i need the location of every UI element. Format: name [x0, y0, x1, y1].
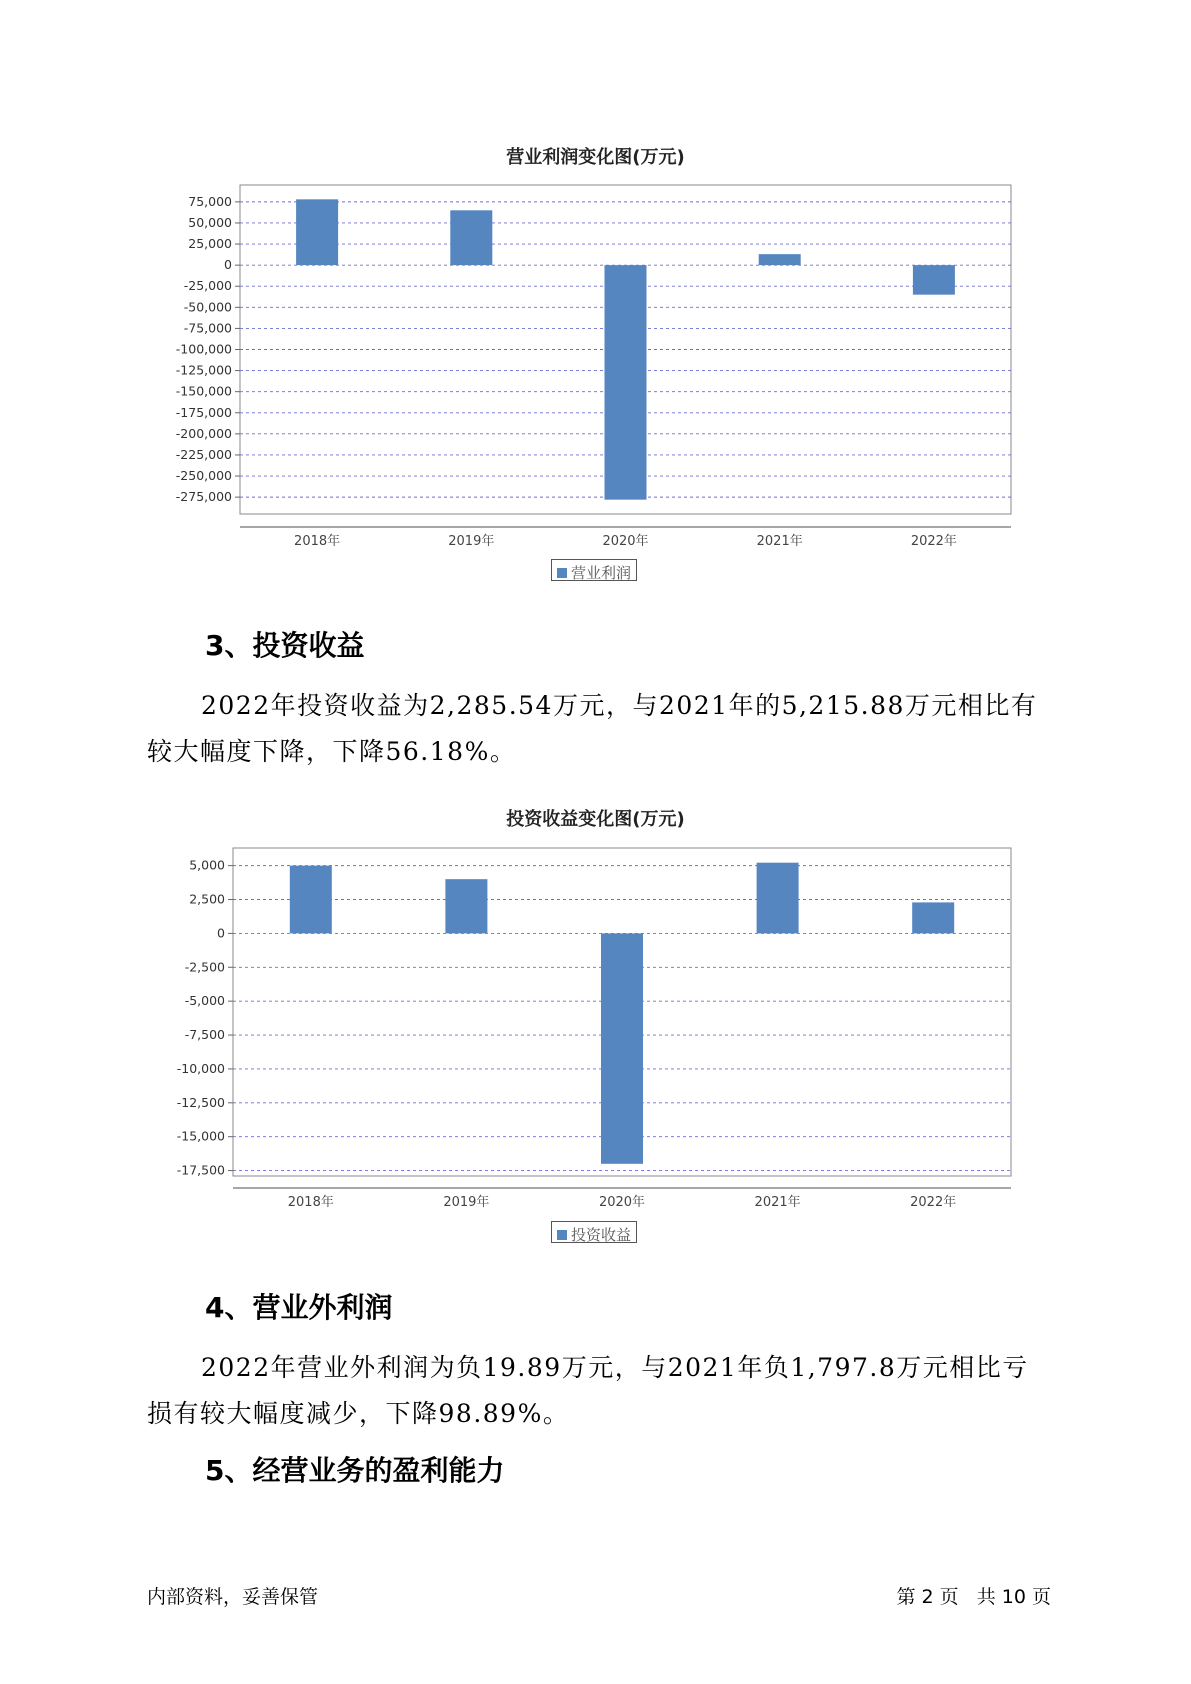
y-tick-label: 25,000	[188, 236, 232, 252]
y-tick-label: 2,500	[189, 891, 225, 907]
footer-confidential-note: 内部资料，妥善保管	[147, 1586, 319, 1608]
x-tick-label: 2020年	[602, 534, 649, 549]
x-tick-label: 2019年	[448, 534, 495, 549]
chart-title-operating-profit: 营业利润变化图(万元)	[506, 147, 685, 168]
y-tick-label: -250,000	[175, 468, 232, 484]
bar	[290, 866, 332, 934]
y-tick-label: -175,000	[175, 404, 232, 420]
bar	[445, 879, 487, 933]
y-tick-label: 0	[217, 925, 225, 941]
y-tick-label: -12,500	[176, 1094, 225, 1110]
y-tick-label: 75,000	[188, 193, 232, 209]
y-tick-label: -2,500	[184, 959, 225, 975]
y-tick-label: 5,000	[189, 857, 225, 873]
y-tick-label: -25,000	[183, 278, 232, 294]
y-tick-label: -275,000	[175, 489, 232, 505]
x-tick-label: 2020年	[598, 1195, 646, 1210]
x-tick-label: 2022年	[910, 1195, 957, 1210]
y-tick-label: -100,000	[175, 341, 232, 357]
y-tick-label: -50,000	[183, 299, 232, 315]
y-tick-label: -125,000	[175, 362, 232, 378]
footer-page-number: 第 2 页 共 10 页	[896, 1586, 1051, 1608]
x-tick-label: 2021年	[756, 534, 803, 549]
y-tick-label: -225,000	[175, 446, 232, 462]
bar	[757, 863, 799, 934]
y-tick-label: -17,500	[176, 1162, 225, 1178]
section-heading-investment-income: 3、投资收益	[205, 629, 365, 662]
chart-legend-investment-income	[551, 1221, 637, 1243]
y-tick-label: -75,000	[183, 320, 232, 336]
section-heading-non-operating-profit: 4、营业外利润	[205, 1291, 393, 1324]
y-tick-label: -7,500	[184, 1027, 225, 1043]
y-tick-label: -15,000	[176, 1128, 225, 1144]
x-tick-label: 2021年	[754, 1195, 801, 1210]
y-tick-label: -10,000	[176, 1060, 225, 1076]
chart-title-investment-income: 投资收益变化图(万元)	[506, 809, 685, 830]
section-heading-profitability: 5、经营业务的盈利能力	[205, 1454, 505, 1487]
x-tick-label: 2018年	[294, 534, 341, 549]
paragraph-investment-income: 2022年投资收益为2,285.54万元，与2021年的5,215.88万元相比有较大幅度下降，下降56.18%。	[147, 691, 1038, 766]
bar	[912, 902, 954, 933]
x-tick-label: 2019年	[443, 1195, 490, 1210]
y-tick-label: -5,000	[184, 993, 225, 1009]
y-tick-label: 50,000	[188, 214, 232, 230]
y-tick-label: 0	[224, 257, 232, 273]
legend-swatch	[557, 1230, 567, 1240]
x-tick-label: 2018年	[287, 1195, 334, 1210]
x-tick-label: 2022年	[910, 534, 957, 549]
bar	[601, 933, 643, 1163]
paragraph-non-operating-profit: 2022年营业外利润为负19.89万元，与2021年负1,797.8万元相比亏损有较大幅度减少，下降98.89%。	[147, 1353, 1029, 1428]
legend-label: 投资收益	[571, 1226, 632, 1244]
y-tick-label: -150,000	[175, 383, 232, 399]
y-tick-label: -200,000	[175, 425, 232, 441]
legend-label: 营业利润	[571, 564, 632, 582]
